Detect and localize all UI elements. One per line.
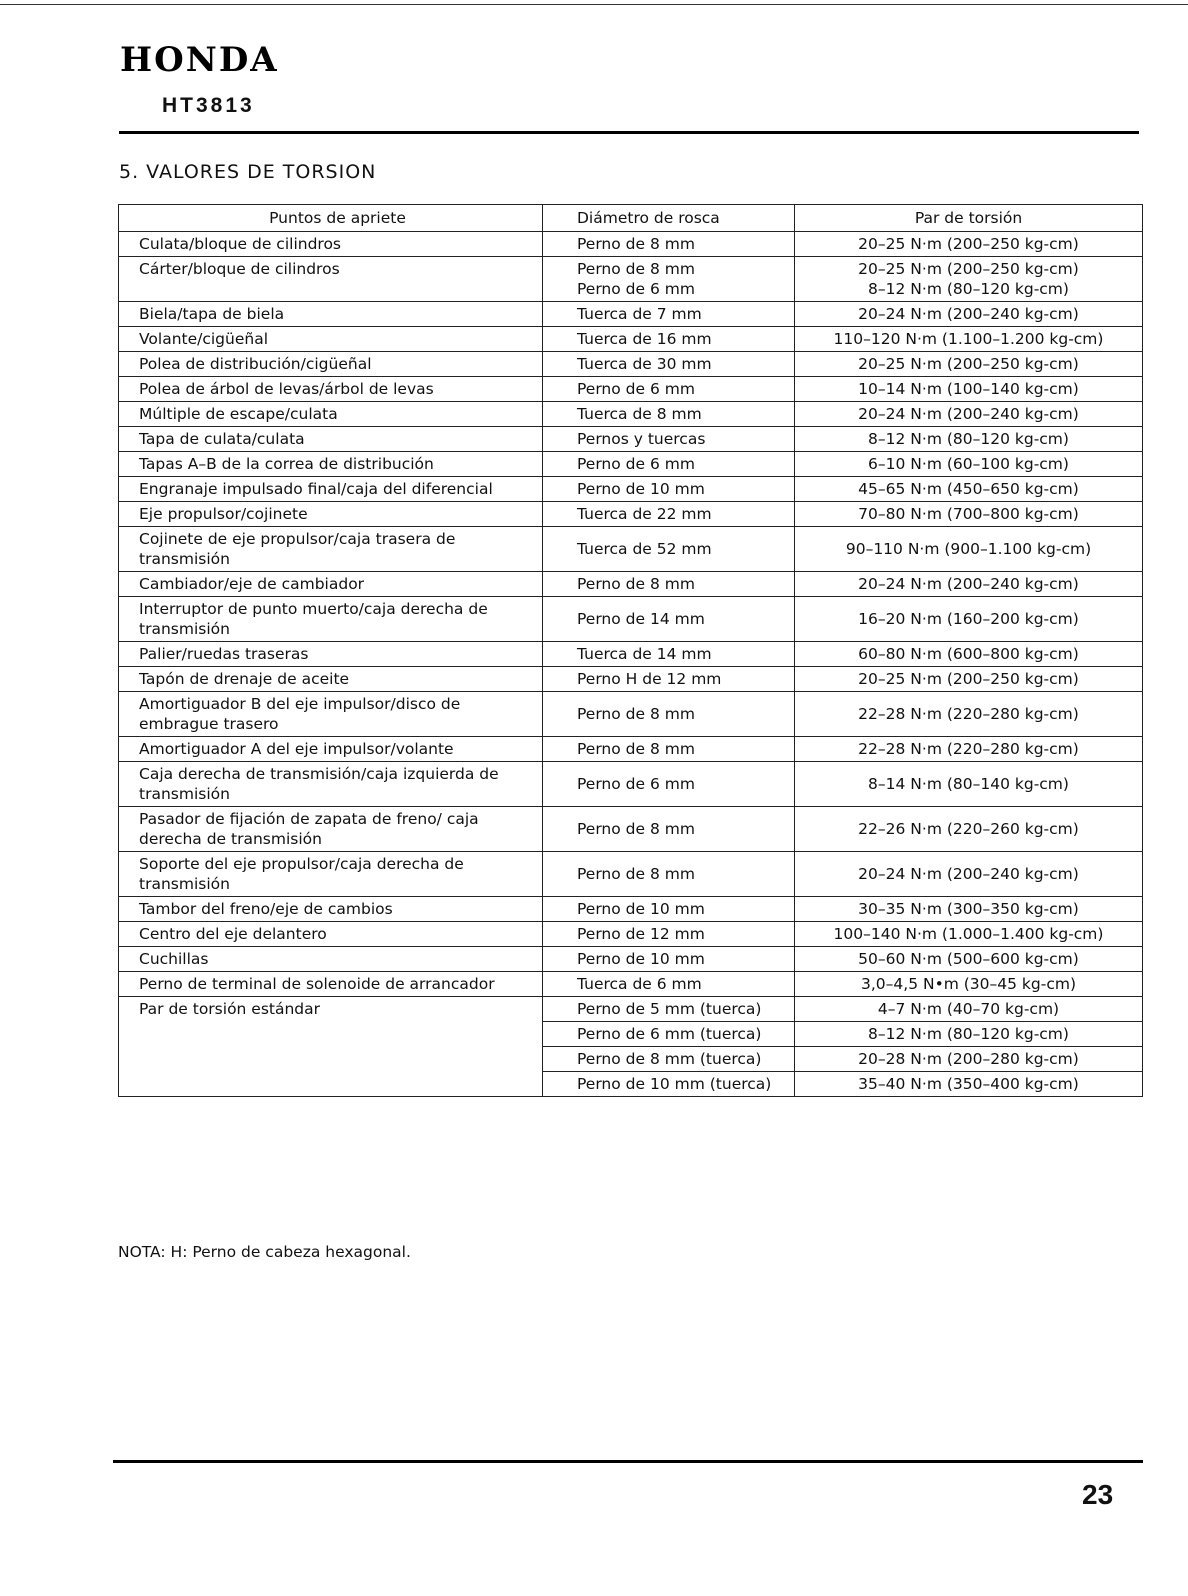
cell-thread: Perno de 8 mm (tuerca) (543, 1047, 795, 1072)
table-row (119, 302, 1143, 327)
cell-torque: 22–26 N·m (220–260 kg-cm) (795, 807, 1143, 852)
top-rule (0, 4, 1188, 5)
column-header-thread: Diámetro de rosca (543, 205, 795, 232)
cell-point: Cambiador/eje de cambiador (119, 572, 543, 597)
cell-point: Volante/cigüeñal (119, 327, 543, 352)
cell-point: Tapa de culata/culata (119, 427, 543, 452)
cell-thread: Perno de 10 mm (tuerca) (543, 1072, 795, 1097)
cell-torque: 20–25 N·m (200–250 kg-cm) (795, 232, 1143, 257)
table-row (119, 807, 1143, 852)
cell-point: Eje propulsor/cojinete (119, 502, 543, 527)
cell-thread: Perno de 10 mm (543, 897, 795, 922)
cell-torque: 60–80 N·m (600–800 kg-cm) (795, 642, 1143, 667)
table-body (119, 232, 1143, 1097)
cell-thread: Perno de 6 mm (543, 377, 795, 402)
cell-point: Centro del eje delantero (119, 922, 543, 947)
brand-logo: HONDA (120, 40, 279, 80)
cell-point: Biela/tapa de biela (119, 302, 543, 327)
cell-torque: 20–25 N·m (200–250 kg-cm) (795, 352, 1143, 377)
cell-thread: Perno de 8 mm (543, 852, 795, 897)
table-row (119, 922, 1143, 947)
cell-point: Engranaje impulsado final/caja del diferencial (119, 477, 543, 502)
cell-torque: 20–25 N·m (200–250 kg-cm) (795, 667, 1143, 692)
cell-thread: Tuerca de 7 mm (543, 302, 795, 327)
cell-torque: 20–24 N·m (200–240 kg-cm) (795, 402, 1143, 427)
cell-point: Tapón de drenaje de aceite (119, 667, 543, 692)
cell-point: Polea de árbol de levas/árbol de levas (119, 377, 543, 402)
cell-thread: Perno de 12 mm (543, 922, 795, 947)
cell-point: Cojinete de eje propulsor/caja trasera de transmisión (119, 527, 543, 572)
cell-torque: 100–140 N·m (1.000–1.400 kg-cm) (795, 922, 1143, 947)
cell-point: Palier/ruedas traseras (119, 642, 543, 667)
model-code: HT3813 (162, 94, 255, 117)
cell-point: Tambor del freno/eje de cambios (119, 897, 543, 922)
table-header-row (119, 205, 1143, 232)
table-row (119, 327, 1143, 352)
table-row-standard (119, 997, 1143, 1022)
cell-torque: 35–40 N·m (350–400 kg-cm) (795, 1072, 1143, 1097)
table-row (119, 477, 1143, 502)
cell-thread: Perno de 14 mm (543, 597, 795, 642)
cell-torque: 20–24 N·m (200–240 kg-cm) (795, 572, 1143, 597)
cell-torque: 22–28 N·m (220–280 kg-cm) (795, 737, 1143, 762)
table-row (119, 692, 1143, 737)
column-header-point: Puntos de apriete (119, 205, 543, 232)
cell-torque: 3,0–4,5 N•m (30–45 kg-cm) (795, 972, 1143, 997)
cell-torque: 10–14 N·m (100–140 kg-cm) (795, 377, 1143, 402)
cell-thread: Perno de 6 mm (543, 452, 795, 477)
table-row (119, 377, 1143, 402)
cell-point: Polea de distribución/cigüeñal (119, 352, 543, 377)
cell-torque: 90–110 N·m (900–1.100 kg-cm) (795, 527, 1143, 572)
cell-thread: Perno de 6 mm (543, 762, 795, 807)
cell-thread: Perno de 8 mm (543, 737, 795, 762)
table-row (119, 947, 1143, 972)
table-row (119, 257, 1143, 302)
cell-thread: Tuerca de 16 mm (543, 327, 795, 352)
cell-thread: Pernos y tuercas (543, 427, 795, 452)
cell-torque: 4–7 N·m (40–70 kg-cm) (795, 997, 1143, 1022)
table-row (119, 897, 1143, 922)
footnote: NOTA: H: Perno de cabeza hexagonal. (118, 1243, 411, 1261)
cell-torque: 50–60 N·m (500–600 kg-cm) (795, 947, 1143, 972)
section-title: 5. VALORES DE TORSION (119, 161, 377, 183)
cell-torque: 70–80 N·m (700–800 kg-cm) (795, 502, 1143, 527)
cell-thread: Tuerca de 14 mm (543, 642, 795, 667)
cell-thread: Tuerca de 30 mm (543, 352, 795, 377)
cell-point: Amortiguador A del eje impulsor/volante (119, 737, 543, 762)
cell-torque: 45–65 N·m (450–650 kg-cm) (795, 477, 1143, 502)
header-rule (119, 131, 1139, 134)
page-number: 23 (1082, 1479, 1114, 1510)
table-row (119, 232, 1143, 257)
table-row (119, 427, 1143, 452)
table-row (119, 597, 1143, 642)
torque-table (118, 204, 1143, 1097)
cell-torque: 8–14 N·m (80–140 kg-cm) (795, 762, 1143, 807)
cell-torque: 20–24 N·m (200–240 kg-cm) (795, 852, 1143, 897)
cell-torque: 20–25 N·m (200–250 kg-cm) 8–12 N·m (80–120 kg-cm) (795, 257, 1143, 302)
table-row (119, 642, 1143, 667)
cell-point: Cárter/bloque de cilindros (119, 257, 543, 302)
cell-point: Soporte del eje propulsor/caja derecha de transmisión (119, 852, 543, 897)
cell-point: Tapas A–B de la correa de distribución (119, 452, 543, 477)
cell-torque: 6–10 N·m (60–100 kg-cm) (795, 452, 1143, 477)
cell-torque: 20–28 N·m (200–280 kg-cm) (795, 1047, 1143, 1072)
cell-point: Culata/bloque de cilindros (119, 232, 543, 257)
cell-thread: Perno de 5 mm (tuerca) (543, 997, 795, 1022)
cell-thread: Perno de 8 mm (543, 692, 795, 737)
cell-thread: Tuerca de 6 mm (543, 972, 795, 997)
cell-point: Amortiguador B del eje impulsor/disco de embrague trasero (119, 692, 543, 737)
table-row (119, 762, 1143, 807)
cell-thread: Tuerca de 52 mm (543, 527, 795, 572)
table-row (119, 452, 1143, 477)
cell-torque: 8–12 N·m (80–120 kg-cm) (795, 427, 1143, 452)
cell-thread: Tuerca de 8 mm (543, 402, 795, 427)
cell-point: Pasador de fijación de zapata de freno/ caja derecha de transmisión (119, 807, 543, 852)
cell-thread: Perno de 6 mm (tuerca) (543, 1022, 795, 1047)
table-row (119, 502, 1143, 527)
cell-point: Interruptor de punto muerto/caja derecha de transmisión (119, 597, 543, 642)
table-row (119, 402, 1143, 427)
cell-thread: Perno de 8 mm Perno de 6 mm (543, 257, 795, 302)
cell-point: Cuchillas (119, 947, 543, 972)
table-row (119, 737, 1143, 762)
cell-thread: Perno de 10 mm (543, 947, 795, 972)
cell-thread: Perno H de 12 mm (543, 667, 795, 692)
cell-point: Par de torsión estándar (119, 997, 543, 1097)
cell-point: Caja derecha de transmisión/caja izquierda de transmisión (119, 762, 543, 807)
cell-point: Perno de terminal de solenoide de arrancador (119, 972, 543, 997)
cell-torque: 20–24 N·m (200–240 kg-cm) (795, 302, 1143, 327)
cell-torque: 110–120 N·m (1.100–1.200 kg-cm) (795, 327, 1143, 352)
cell-thread: Perno de 8 mm (543, 807, 795, 852)
cell-thread: Perno de 10 mm (543, 477, 795, 502)
cell-thread: Perno de 8 mm (543, 572, 795, 597)
column-header-torque: Par de torsión (795, 205, 1143, 232)
table-row (119, 972, 1143, 997)
table-row (119, 572, 1143, 597)
table-row (119, 667, 1143, 692)
table-row (119, 852, 1143, 897)
cell-torque: 22–28 N·m (220–280 kg-cm) (795, 692, 1143, 737)
cell-thread: Perno de 8 mm (543, 232, 795, 257)
cell-torque: 8–12 N·m (80–120 kg-cm) (795, 1022, 1143, 1047)
table-row (119, 527, 1143, 572)
cell-torque: 30–35 N·m (300–350 kg-cm) (795, 897, 1143, 922)
cell-torque: 16–20 N·m (160–200 kg-cm) (795, 597, 1143, 642)
footer-rule (113, 1460, 1143, 1463)
cell-thread: Tuerca de 22 mm (543, 502, 795, 527)
table-row (119, 352, 1143, 377)
cell-point: Múltiple de escape/culata (119, 402, 543, 427)
